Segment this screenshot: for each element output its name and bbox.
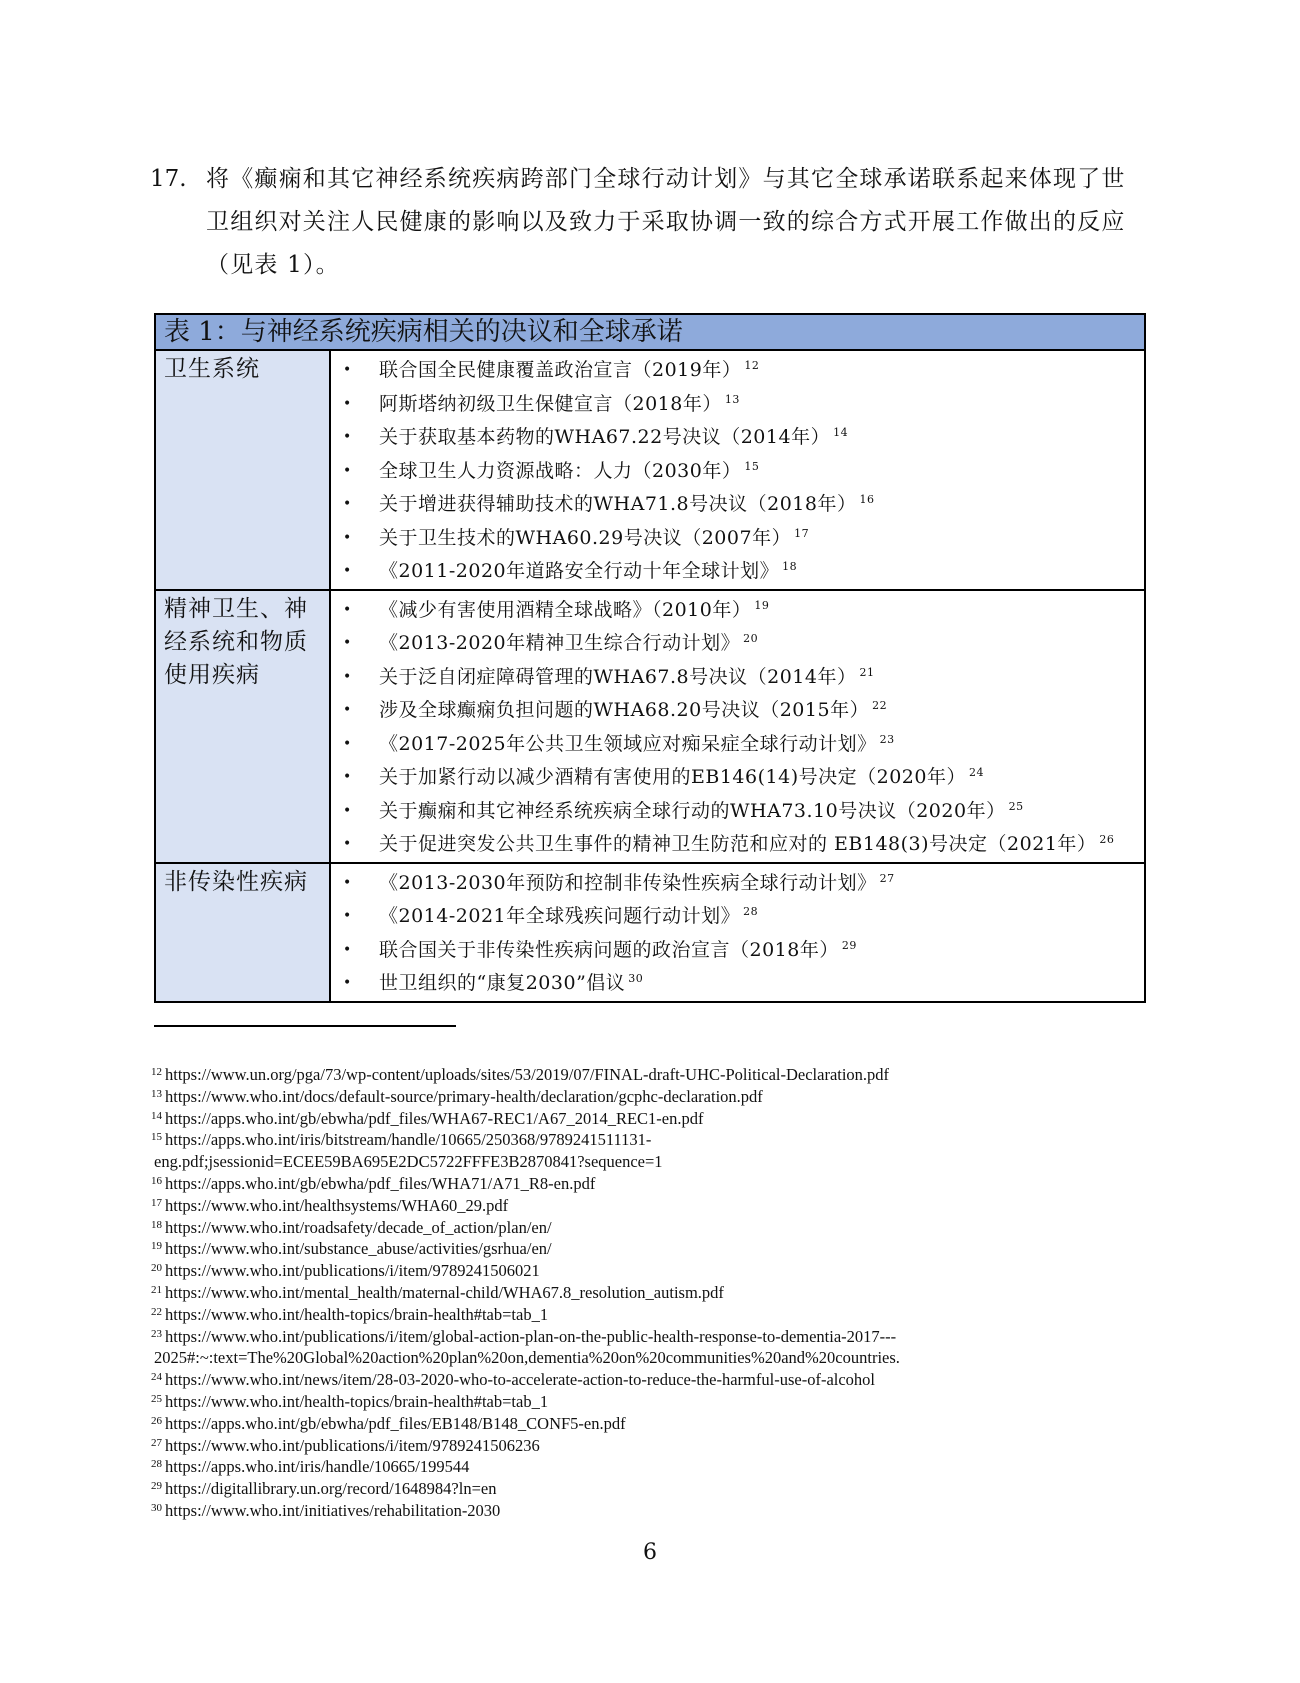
footnote-url[interactable]: https://www.who.int/news/item/28-03-2020-who-to-accelerate-action-to-reduce-the-harmful-use-of-alcohol (165, 1370, 876, 1390)
footnote-mark: 25 (151, 1392, 162, 1405)
list-item (331, 967, 1134, 1001)
footnote-url[interactable]: eng.pdf;jsessionid=ECEE59BA695E2DC5722FFFE3B2870841?sequence=1 (154, 1152, 663, 1172)
list-item (331, 828, 1134, 862)
item-text: 《减少有害使用酒精全球战略》（2010年） (379, 598, 752, 621)
bullet-icon: • (343, 529, 352, 546)
footnote-ref[interactable]: 18 (782, 560, 798, 573)
footnote-mark: 16 (151, 1174, 162, 1187)
list-item (331, 488, 1134, 522)
footnote-ref[interactable]: 19 (754, 598, 770, 612)
footnote-mark: 22 (151, 1305, 162, 1318)
footnote-ref[interactable]: 23 (879, 732, 895, 746)
item-text: 关于获取基本药物的WHA67.22号决议（2014年） (379, 426, 831, 448)
footnote (151, 1238, 1051, 1260)
list-item (331, 555, 1134, 589)
list-item (331, 455, 1134, 489)
footnote (151, 1456, 1051, 1478)
bullet-icon: • (343, 735, 352, 752)
list-item (331, 795, 1134, 829)
bullet-icon: • (343, 395, 352, 412)
footnote-url[interactable]: https://www.who.int/roadsafety/decade_of_action/plan/en/ (165, 1217, 552, 1237)
footnote (151, 1391, 1051, 1413)
footnote-mark: 20 (151, 1262, 162, 1275)
footnote (151, 1326, 1051, 1348)
list-item (331, 761, 1134, 795)
footnote-url[interactable]: https://www.who.int/publications/i/item/9789241506021 (165, 1261, 540, 1281)
paragraph-17 (150, 158, 1146, 287)
footnote-separator (154, 1025, 456, 1027)
item-text: 关于增进获得辅助技术的WHA71.8号决议（2018年） (379, 493, 857, 515)
footnote (151, 1129, 1051, 1151)
bullet-icon: • (343, 668, 352, 685)
footnote-url[interactable]: 2025#:~:text=The%20Global%20action%20plan%20on,dementia%20on%20communities%20and%20countries. (154, 1348, 900, 1368)
list-item (331, 594, 1134, 628)
item-text: 联合国关于非传染性疾病问题的政治宣言（2018年） (379, 938, 839, 961)
footnote-url[interactable]: https://apps.who.int/gb/ebwha/pdf_files/WHA67-REC1/A67_2014_REC1-en.pdf (165, 1108, 704, 1128)
bullet-icon: • (343, 635, 352, 651)
item-text: 全球卫生人力资源战略：人力（2030年） (379, 459, 742, 482)
bullet-icon: • (343, 563, 352, 579)
table-row-ncd (155, 863, 1145, 1002)
bullet-icon: • (343, 975, 352, 991)
footnote-mark: 17 (151, 1196, 162, 1209)
bullet-icon: • (343, 496, 352, 512)
paragraph-text: 将《癫痫和其它神经系统疾病跨部门全球行动计划》与其它全球承诺联系起来体现了世卫组织对关注人民健康的影响以及致力于采取协调一致的综合方式开展工作做出的反应（见表 1）。 (206, 166, 1126, 278)
footnote-ref[interactable]: 13 (724, 392, 740, 406)
footnote-mark: 26 (151, 1414, 162, 1427)
item-text: 阿斯塔纳初级卫生保健宣言（2018年） (379, 392, 722, 415)
footnote-ref[interactable]: 25 (1008, 799, 1024, 813)
footnote-ref[interactable]: 29 (841, 938, 857, 952)
bullet-icon: • (343, 836, 352, 852)
footnote (151, 1500, 1051, 1522)
footnote-mark: 28 (151, 1458, 162, 1471)
footnote-ref[interactable]: 30 (628, 972, 644, 985)
list-item (331, 934, 1134, 968)
bullet-icon: • (343, 908, 352, 924)
footnote-mark: 29 (151, 1480, 162, 1493)
footnote-mark: 14 (151, 1109, 162, 1122)
footnote-mark: 30 (151, 1501, 162, 1514)
item-text: 涉及全球癫痫负担问题的WHA68.20号决议（2015年） (379, 699, 870, 721)
list-item (331, 728, 1134, 762)
footnote-url[interactable]: https://apps.who.int/iris/bitstream/handle/10665/250368/9789241511131- (165, 1130, 652, 1150)
bullet-icon: • (343, 462, 352, 479)
item-text: 《2014-2021年全球残疾问题行动计划》 (379, 905, 741, 927)
footnote (151, 1260, 1051, 1282)
list-item (331, 354, 1134, 388)
item-text: 《2017-2025年公共卫生领域应对痴呆症全球行动计划》 (379, 732, 877, 755)
footnote-ref[interactable]: 15 (744, 459, 760, 473)
footnote (151, 1347, 1051, 1369)
category-cell: 卫生系统 (155, 350, 330, 590)
footnote-url[interactable]: https://www.who.int/health-topics/brain-health#tab=tab_1 (165, 1391, 549, 1411)
list-item (331, 627, 1134, 661)
footnote (151, 1064, 1051, 1086)
footnote-ref[interactable]: 21 (859, 665, 875, 679)
footnote-mark: 12 (151, 1066, 162, 1078)
list-item (331, 694, 1134, 728)
list-item (331, 388, 1134, 422)
footnote-ref[interactable]: 12 (744, 359, 760, 372)
items-cell (330, 350, 1145, 590)
resolutions-table (154, 313, 1146, 1003)
list-item (331, 867, 1134, 901)
footnote (151, 1478, 1051, 1500)
category-cell: 精神卫生、神经系统和物质使用疾病 (155, 590, 330, 863)
bullet-icon: • (343, 702, 352, 718)
footnote-mark: 23 (151, 1327, 162, 1340)
footnote-ref[interactable]: 22 (872, 699, 888, 712)
footnote (151, 1369, 1051, 1391)
footnote-mark: 13 (151, 1087, 162, 1100)
item-text: 世卫组织的“康复2030”倡议 (379, 972, 626, 994)
bullet-icon: • (343, 429, 352, 445)
footnote-ref[interactable]: 26 (1099, 833, 1115, 846)
item-text: 关于促进突发公共卫生事件的精神卫生防范和应对的 EB148(3)号决定（2021年） (379, 833, 1097, 855)
footnote (151, 1304, 1051, 1326)
footnote-mark: 18 (151, 1218, 162, 1231)
footnote (151, 1282, 1051, 1304)
footnote-ref[interactable]: 16 (859, 493, 875, 506)
item-text: 《2013-2030年预防和控制非传染性疾病全球行动计划》 (379, 871, 877, 894)
items-cell (330, 863, 1145, 1002)
footnote-url[interactable]: https://www.un.org/pga/73/wp-content/uploads/sites/53/2019/07/FINAL-draft-UHC-Political-Declaration.pdf (165, 1065, 890, 1084)
footnote-url[interactable]: https://www.who.int/docs/default-source/primary-health/declaration/gcphc-declaration.pdf (165, 1086, 763, 1106)
category-cell: 非传染性疾病 (155, 863, 330, 1002)
footnote-ref[interactable]: 20 (743, 632, 759, 645)
footnote-url[interactable]: https://apps.who.int/gb/ebwha/pdf_files/EB148/B148_CONF5-en.pdf (165, 1413, 626, 1433)
footnote-url[interactable]: https://apps.who.int/iris/handle/10665/199544 (165, 1457, 470, 1477)
bullet-icon: • (343, 874, 352, 891)
table-row-health-systems (155, 350, 1145, 590)
list-item (331, 522, 1134, 556)
footnote-mark: 19 (151, 1240, 162, 1253)
item-text: 《2011-2020年道路安全行动十年全球计划》 (379, 560, 780, 582)
footnote-mark: 24 (151, 1371, 162, 1384)
item-text: 联合国全民健康覆盖政治宣言（2019年） (379, 359, 742, 381)
footnote-url[interactable]: https://www.who.int/health-topics/brain-health#tab=tab_1 (165, 1304, 549, 1324)
item-text: 《2013-2020年精神卫生综合行动计划》 (379, 632, 741, 654)
footnote (151, 1217, 1051, 1239)
footnote-ref[interactable]: 17 (794, 526, 810, 540)
bullet-icon: • (343, 769, 352, 785)
paragraph-number: 17. (150, 166, 187, 192)
footnote-url[interactable]: https://www.who.int/publications/i/item/9789241506236 (165, 1435, 540, 1455)
footnote-url[interactable]: https://apps.who.int/gb/ebwha/pdf_files/WHA71/A71_R8-en.pdf (165, 1173, 596, 1193)
footnote-ref[interactable]: 27 (879, 871, 895, 885)
footnote-url[interactable]: https://www.who.int/substance_abuse/activities/gsrhua/en/ (165, 1239, 552, 1259)
footnote-ref[interactable]: 24 (968, 766, 984, 779)
footnote (151, 1195, 1051, 1217)
footnote-url[interactable]: https://digitallibrary.un.org/record/1648984?ln=en (165, 1479, 497, 1499)
bullet-icon: • (343, 941, 352, 958)
footnote-mark: 15 (151, 1131, 162, 1144)
footnote-mark: 27 (151, 1436, 162, 1449)
table-row-mental-health (155, 590, 1145, 863)
list-item (331, 900, 1134, 934)
bullet-icon: • (343, 601, 352, 618)
item-text: 关于癫痫和其它神经系统疾病全球行动的WHA73.10号决议（2020年） (379, 799, 1006, 822)
footnote (151, 1086, 1051, 1108)
footnote (151, 1413, 1051, 1435)
table-title: 表 1：与神经系统疾病相关的决议和全球承诺 (155, 314, 1145, 350)
footnote-ref[interactable]: 28 (743, 905, 759, 918)
footnote-ref[interactable]: 14 (833, 426, 849, 439)
footnotes (151, 1064, 1051, 1522)
footnote-url[interactable]: https://www.who.int/initiatives/rehabilitation-2030 (165, 1500, 501, 1520)
item-text: 关于卫生技术的WHA60.29号决议（2007年） (379, 526, 792, 549)
footnote (151, 1108, 1051, 1130)
footnote (151, 1173, 1051, 1195)
list-item (331, 661, 1134, 695)
items-cell (330, 590, 1145, 863)
item-text: 关于加紧行动以减少酒精有害使用的EB146(14)号决定（2020年） (379, 766, 966, 788)
page-number: 6 (643, 1540, 657, 1565)
footnote (151, 1151, 1051, 1173)
footnote-mark: 21 (151, 1283, 162, 1296)
footnote-url[interactable]: https://www.who.int/mental_health/maternal-child/WHA67.8_resolution_autism.pdf (165, 1282, 724, 1302)
bullet-icon: • (343, 802, 352, 819)
table-title-row (155, 314, 1145, 350)
list-item (331, 421, 1134, 455)
item-text: 关于泛自闭症障碍管理的WHA67.8号决议（2014年） (379, 665, 857, 688)
footnote (151, 1435, 1051, 1457)
footnote-url[interactable]: https://www.who.int/healthsystems/WHA60_29.pdf (165, 1195, 509, 1215)
bullet-icon: • (343, 362, 352, 378)
footnote-url[interactable]: https://www.who.int/publications/i/item/global-action-plan-on-the-public-health-response-to-dementia-2017--- (165, 1326, 897, 1346)
